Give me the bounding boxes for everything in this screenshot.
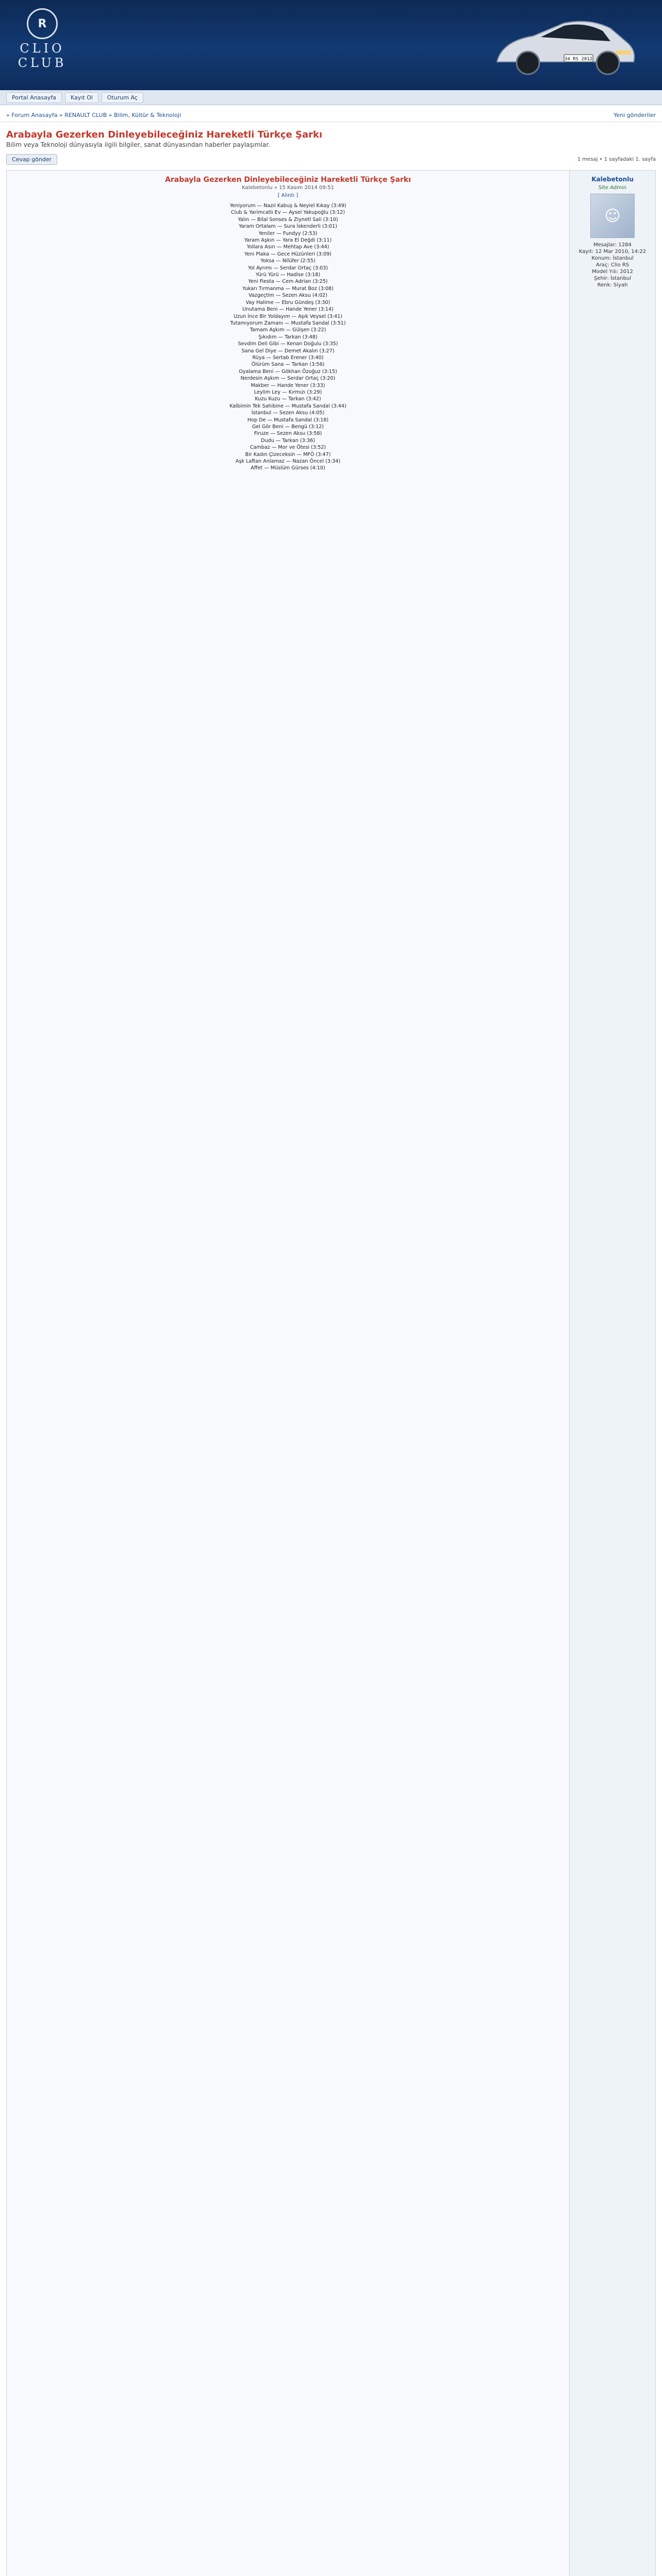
song-list xyxy=(14,202,562,472)
nav-portal-home[interactable]: Portal Anasayfa xyxy=(6,92,62,103)
song-list-item: Kalbimin Tek Sahibine — Mustafa Sandal (3:44) xyxy=(229,403,346,409)
author-detail-line: Kayıt: 12 Mar 2010, 14:22 xyxy=(578,249,647,255)
clio-club-logo[interactable] xyxy=(11,4,73,81)
song-list-item: Yeniyorum — Nazıl Kabuş & Neyiel Kıkay (3:49) xyxy=(229,203,346,209)
song-list-item: Yaram Ortalam — Sura İskenderli (3:01) xyxy=(239,224,337,230)
quote-link[interactable]: [ Alıntı ] xyxy=(277,193,299,198)
song-list-item: Oyalama Beni — Gökhan Özoğuz (3:15) xyxy=(239,368,337,375)
song-list-item: Yoksa — Nilüfer (2:55) xyxy=(260,258,316,264)
song-list-item: Yaram Aşkın — Yara El Değdi (3:11) xyxy=(244,238,332,244)
song-list-item: Tutamıyorum Zamanı — Mustafa Sandal (3:51) xyxy=(230,320,346,326)
breadcrumb xyxy=(0,108,662,122)
car-illustration-icon xyxy=(487,5,641,82)
post-title[interactable]: Arabayla Gezerken Dinleyebileceğiniz Hareketli Türkçe Şarkı xyxy=(165,176,411,184)
avatar: ☺ xyxy=(590,194,635,238)
song-list-item: Leylim Ley — Kırmızı (3:29) xyxy=(254,389,322,395)
song-list-item: Ölürüm Sana — Tarkan (3:56) xyxy=(251,362,325,368)
song-list-item: Yeni Plaka — Gece Hüzünleri (3:09) xyxy=(244,251,332,257)
license-plate: 34 RS 2012 xyxy=(564,57,593,62)
song-list-item: Yeni Fiesta — Cem Adrian (3:25) xyxy=(248,279,328,285)
song-list-item: Club & Yarimcatlı Ev — Aysel Yakupoğlu (3:12) xyxy=(230,210,345,216)
song-list-item: Gel Gör Beni — Bengü (3:12) xyxy=(252,424,324,430)
song-list-item: Firuze — Sezen Aksu (3:58) xyxy=(254,431,322,437)
new-posts-link[interactable]: Yeni gönderiler xyxy=(614,111,656,118)
song-list-item: Vazgeçtim — Sezen Aksu (4:02) xyxy=(249,293,327,299)
song-list-item: Affet — Müslüm Gürses (4:10) xyxy=(251,465,325,471)
top-nav xyxy=(0,90,662,105)
song-list-item: Vay Halime — Ebru Gündeş (3:30) xyxy=(245,299,330,306)
song-list-item: Yürü Yürü — Hadise (3:18) xyxy=(255,272,321,278)
author-detail-line: Renk: Siyah xyxy=(597,282,628,288)
author-detail-line: Şehir: İstanbul xyxy=(593,276,632,281)
song-list-item: Yollara Asırı — Mehtap Ave (3:44) xyxy=(246,244,329,250)
song-list-item: Uzun İnce Bir Yoldayım — Aşık Veysel (3:41) xyxy=(234,313,342,319)
song-list-item: Sana Gel Diye — Demet Akalın (3:27) xyxy=(241,348,335,354)
song-list-item: Cambaz — Mor ve Ötesi (3:52) xyxy=(250,445,326,451)
song-list-item: Hop De — Mustafa Sandal (3:18) xyxy=(247,417,329,423)
author-detail-line: Model Yılı: 2012 xyxy=(592,269,633,275)
author-rank: Site Admin xyxy=(598,185,627,191)
topic-subtitle: Bilim veya Teknoloji dünyasıyla ilgili bilgiler, sanat dünyasından haberler paylaşımlar. xyxy=(6,141,270,148)
logo-word-clio: CLIO xyxy=(20,41,65,56)
author-detail-line: Mesajlar: 1284 xyxy=(593,242,632,248)
nav-login[interactable]: Oturum Aç xyxy=(102,92,143,103)
topic-actions xyxy=(0,152,662,166)
song-list-item: İstanbul — Sezen Aksu (4:05) xyxy=(251,410,325,416)
author-details xyxy=(574,242,651,288)
song-list-item: Bir Kadın Çizeceksin — MFÖ (3:47) xyxy=(245,451,331,457)
song-list-item: Makber — Hande Yener (3:33) xyxy=(251,382,325,388)
page-info: 1 mesaj • 1 sayfadaki 1. sayfa xyxy=(577,156,656,162)
reply-button[interactable]: Cevap gönder xyxy=(6,154,57,165)
song-list-item: Yalın — Bilal Sonses & Ziynetl Sali (3:10) xyxy=(238,216,338,223)
site-header xyxy=(0,0,662,90)
author-profile xyxy=(569,171,655,2576)
post-date: Kalebetonlu » 15 Kasım 2014 09:51 xyxy=(242,185,334,191)
author-detail-line: Araç: Clio RS xyxy=(595,262,630,268)
song-list-item: Yeniler — Fundyy (2:53) xyxy=(258,230,318,236)
song-list-item: Tamam Aşkım — Gülşen (3:22) xyxy=(250,327,326,333)
song-list-item: Unutama Beni — Hande Yener (3:14) xyxy=(242,307,334,313)
song-list-item: Yukarı Tırmanma — Murat Boz (3:08) xyxy=(242,285,334,292)
song-list-item: Dudu — Tarkan (3:36) xyxy=(261,437,315,444)
logo-word-club: CLUB xyxy=(18,56,67,70)
song-list-item: Aşk Laftan Anlamaz — Nazan Öncel (3:34) xyxy=(235,459,341,465)
nav-register[interactable]: Kayıt Ol xyxy=(65,92,98,103)
renault-badge-icon: R xyxy=(27,8,58,39)
song-list-item: Rüya — Sertab Erener (3:40) xyxy=(252,354,324,361)
song-list-item: Yol Ayrımı — Serdar Ortaç (3:03) xyxy=(247,265,328,271)
topic-title[interactable]: Arabayla Gezerken Dinleyebileceğiniz Hareketli Türkçe Şarkı xyxy=(6,129,323,140)
breadcrumb-path[interactable]: » Forum Anasayfa » RENAULT CLUB » Bilim, Kültür & Teknoloji xyxy=(6,111,181,118)
forum-post xyxy=(6,170,656,2576)
author-detail-line: Konum: İstanbul xyxy=(591,256,634,261)
song-list-item: Kuzu Kuzu — Tarkan (3:42) xyxy=(255,396,321,402)
song-list-item: Şıkıdım — Tarkan (3:48) xyxy=(258,334,318,340)
post-body xyxy=(7,171,569,2576)
author-name[interactable]: Kalebetonlu xyxy=(591,176,634,183)
song-list-item: Sevdim Deli Gibi — Kenan Doğulu (3:35) xyxy=(238,341,338,347)
song-list-item: Nerdesin Aşkım — Serdar Ortaç (3:20) xyxy=(240,376,336,382)
